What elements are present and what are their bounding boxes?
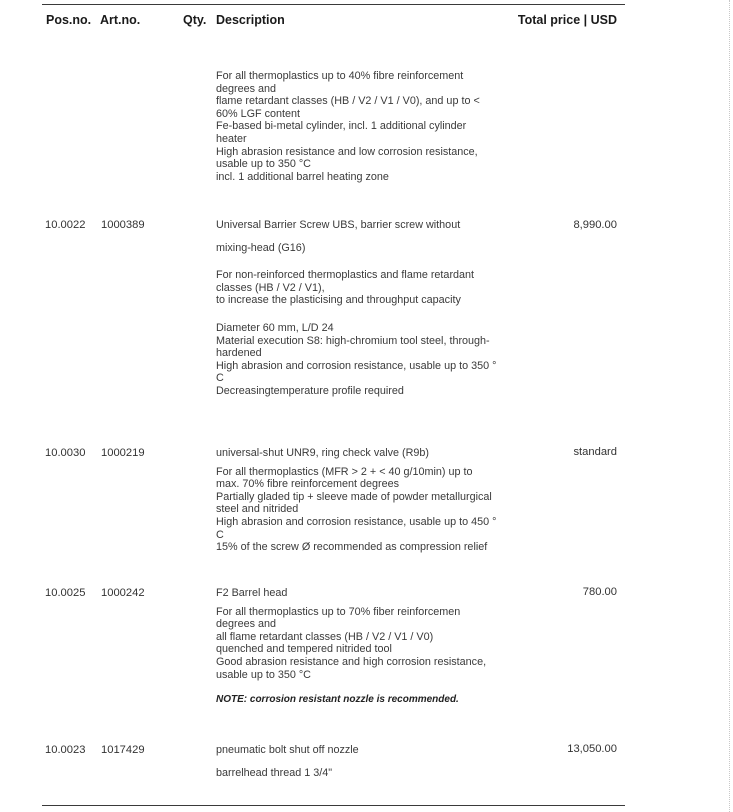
header-art: Art.no. — [100, 13, 141, 27]
row-description — [216, 587, 516, 707]
desc-line: Universal Barrier Screw UBS, barrier screw without — [216, 219, 461, 231]
row-pos: 10.0030 — [45, 447, 86, 459]
desc-line: mixing-head (G16) — [216, 241, 306, 254]
desc-line: degrees and — [216, 618, 277, 631]
desc-line: F2 Barrel head — [216, 587, 288, 599]
row-price: 780.00 — [582, 586, 617, 598]
desc-line: C — [216, 528, 224, 541]
desc-line: C — [216, 372, 224, 385]
row-description — [216, 447, 516, 554]
top-rule — [42, 4, 625, 5]
desc-line: degrees and — [216, 82, 277, 95]
desc-line: max. 70% fibre reinforcement degrees — [216, 478, 400, 491]
desc-line: all flame retardant classes (HB / V2 / V1 / V0) — [216, 630, 434, 643]
desc-line: usable up to 350 °C — [216, 158, 311, 171]
desc-line: Partially gladed tip + sleeve made of powder metallurgical — [216, 490, 492, 503]
row-description — [216, 219, 516, 398]
row-description — [216, 744, 516, 779]
desc-line: For all thermoplastics up to 40% fibre reinforcement — [216, 70, 464, 82]
header-description: Description — [216, 13, 285, 27]
desc-line: heater — [216, 132, 247, 145]
desc-line: High abrasion and corrosion resistance, usable up to 350 ° — [216, 359, 497, 372]
row-pos: 10.0025 — [45, 587, 86, 599]
desc-line: High abrasion resistance and low corrosion resistance, — [216, 145, 478, 158]
header-total-price: Total price | USD — [517, 13, 617, 27]
desc-line: Material execution S8: high-chromium tool steel, through- — [216, 334, 490, 347]
desc-line: steel and nitrided — [216, 503, 299, 516]
row-price: standard — [573, 446, 617, 458]
desc-line: 60% LGF content — [216, 107, 301, 120]
note-text: NOTE: corrosion resistant nozzle is recommended. — [216, 694, 459, 706]
row-price: 13,050.00 — [567, 743, 617, 755]
desc-line: pneumatic bolt shut off nozzle — [216, 744, 359, 756]
header-pos: Pos.no. — [46, 13, 92, 27]
desc-line: quenched and tempered nitrided tool — [216, 643, 392, 656]
desc-line: barrelhead thread 1 3/4" — [216, 766, 333, 779]
row-pos: 10.0023 — [45, 744, 86, 756]
desc-line: 15% of the screw Ø recommended as compression relief — [216, 541, 488, 554]
row-art: 1000219 — [101, 447, 145, 459]
desc-line: Diameter 60 mm, L/D 24 — [216, 321, 334, 334]
page-edge — [729, 0, 730, 812]
desc-line: universal-shut UNR9, ring check valve (R9b) — [216, 447, 430, 459]
desc-line: classes (HB / V2 / V1), — [216, 281, 325, 294]
desc-line: For all thermoplastics (MFR > 2 + < 40 g/10min) up to — [216, 465, 473, 478]
desc-line: usable up to 350 °C — [216, 668, 311, 681]
desc-line: incl. 1 additional barrel heating zone — [216, 170, 389, 183]
desc-line: flame retardant classes (HB / V2 / V1 / V0), and up to < — [216, 95, 480, 108]
desc-line: hardened — [216, 347, 262, 360]
desc-line: Good abrasion resistance and high corrosion resistance, — [216, 655, 487, 668]
bottom-rule — [42, 805, 625, 806]
desc-line: For all thermoplastics up to 70% fiber reinforcemen — [216, 605, 461, 618]
row-art: 1000389 — [101, 219, 145, 231]
header-qty: Qty. — [183, 13, 207, 27]
row-art: 1017429 — [101, 744, 145, 756]
intro-description — [216, 70, 516, 183]
row-art: 1000242 — [101, 587, 145, 599]
row-price: 8,990.00 — [573, 219, 617, 231]
desc-line: High abrasion and corrosion resistance, usable up to 450 ° — [216, 515, 497, 528]
desc-line: Fe-based bi-metal cylinder, incl. 1 additional cylinder — [216, 120, 467, 133]
desc-line: For non-reinforced thermoplastics and flame retardant — [216, 269, 475, 282]
desc-line: Decreasingtemperature profile required — [216, 384, 404, 397]
row-pos: 10.0022 — [45, 219, 86, 231]
desc-line: to increase the plasticising and throughput capacity — [216, 294, 461, 307]
